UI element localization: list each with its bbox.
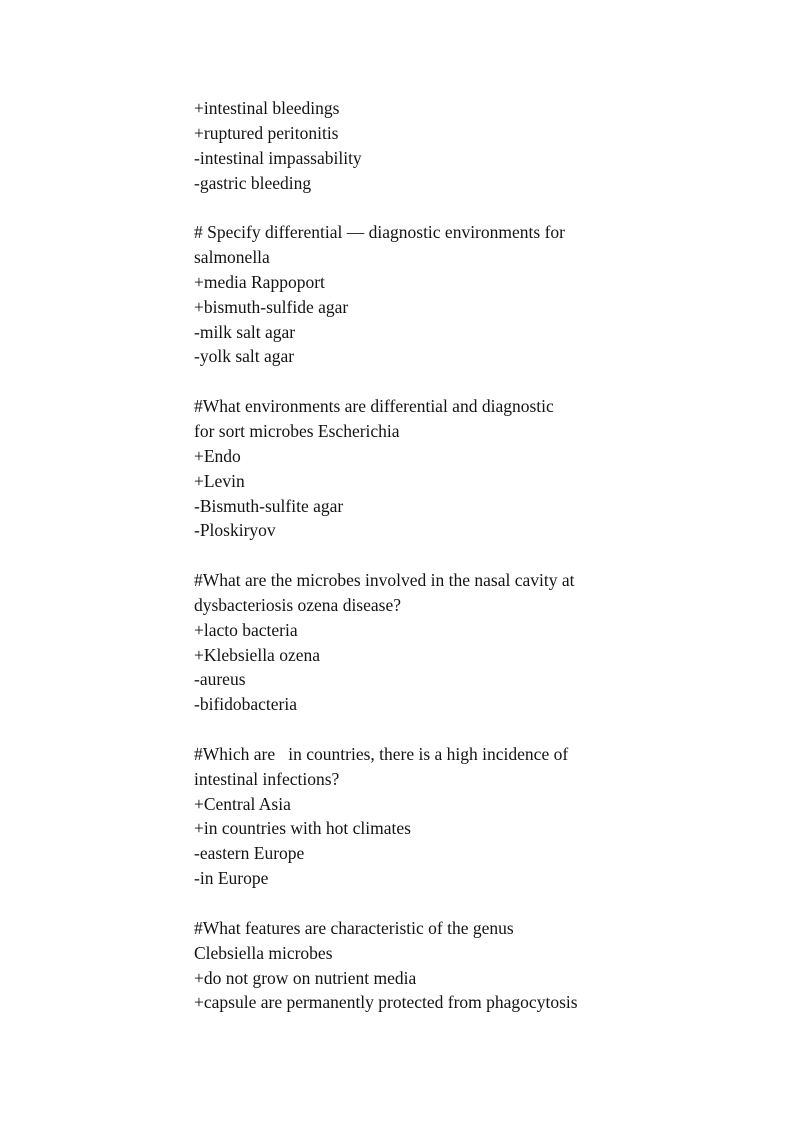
paragraph-gap — [194, 543, 624, 568]
text-line: for sort microbes Escherichia — [194, 420, 400, 441]
document-body — [194, 96, 624, 1015]
correct-answer-line: +do not grow on nutrient media — [194, 967, 417, 988]
correct-answer-line: +Levin — [194, 470, 245, 491]
wrong-answer-line: -intestinal impassability — [194, 147, 362, 168]
question-line: #What are the microbes involved in the nasal cavity at — [194, 570, 575, 591]
question-block — [194, 96, 624, 195]
question-line: #What environments are differential and diagnostic — [194, 396, 554, 417]
correct-answer-line: +lacto bacteria — [194, 619, 298, 640]
wrong-answer-line: -gastric bleeding — [194, 172, 312, 193]
correct-answer-line: +bismuth-sulfide agar — [194, 296, 349, 317]
wrong-answer-line: -Ploskiryov — [194, 520, 276, 541]
correct-answer-line: +media Rappoport — [194, 271, 325, 292]
correct-answer-line: +intestinal bleedings — [194, 98, 340, 118]
correct-answer-line: +Endo — [194, 445, 241, 466]
wrong-answer-line: -in Europe — [194, 868, 269, 889]
wrong-answer-line: -yolk salt agar — [194, 346, 295, 367]
question-line: #What features are characteristic of the genus — [194, 917, 514, 938]
question-block — [194, 568, 624, 717]
wrong-answer-line: -Bismuth-sulfite agar — [194, 495, 344, 516]
correct-answer-line: +in countries with hot climates — [194, 818, 411, 839]
wrong-answer-line: -aureus — [194, 669, 246, 690]
question-block — [194, 916, 624, 1015]
text-line: intestinal infections? — [194, 768, 340, 789]
paragraph-gap — [194, 195, 624, 220]
question-line: #Which are in countries, there is a high incidence of — [194, 743, 569, 764]
question-block — [194, 394, 624, 543]
text-line: Clebsiella microbes — [194, 942, 333, 963]
paragraph-gap — [194, 717, 624, 742]
correct-answer-line: +Klebsiella ozena — [194, 644, 320, 665]
wrong-answer-line: -bifidobacteria — [194, 694, 298, 715]
wrong-answer-line: -milk salt agar — [194, 321, 296, 342]
correct-answer-line: +capsule are permanently protected from phagocytosis — [194, 992, 578, 1013]
text-line: salmonella — [194, 247, 270, 268]
question-block — [194, 220, 624, 369]
wrong-answer-line: -eastern Europe — [194, 843, 305, 864]
paragraph-gap — [194, 369, 624, 394]
question-line: # Specify differential — diagnostic environments for — [194, 222, 565, 243]
question-block — [194, 742, 624, 891]
correct-answer-line: +ruptured peritonitis — [194, 122, 339, 143]
paragraph-gap — [194, 891, 624, 916]
text-line: dysbacteriosis ozena disease? — [194, 594, 402, 615]
correct-answer-line: +Central Asia — [194, 793, 291, 814]
